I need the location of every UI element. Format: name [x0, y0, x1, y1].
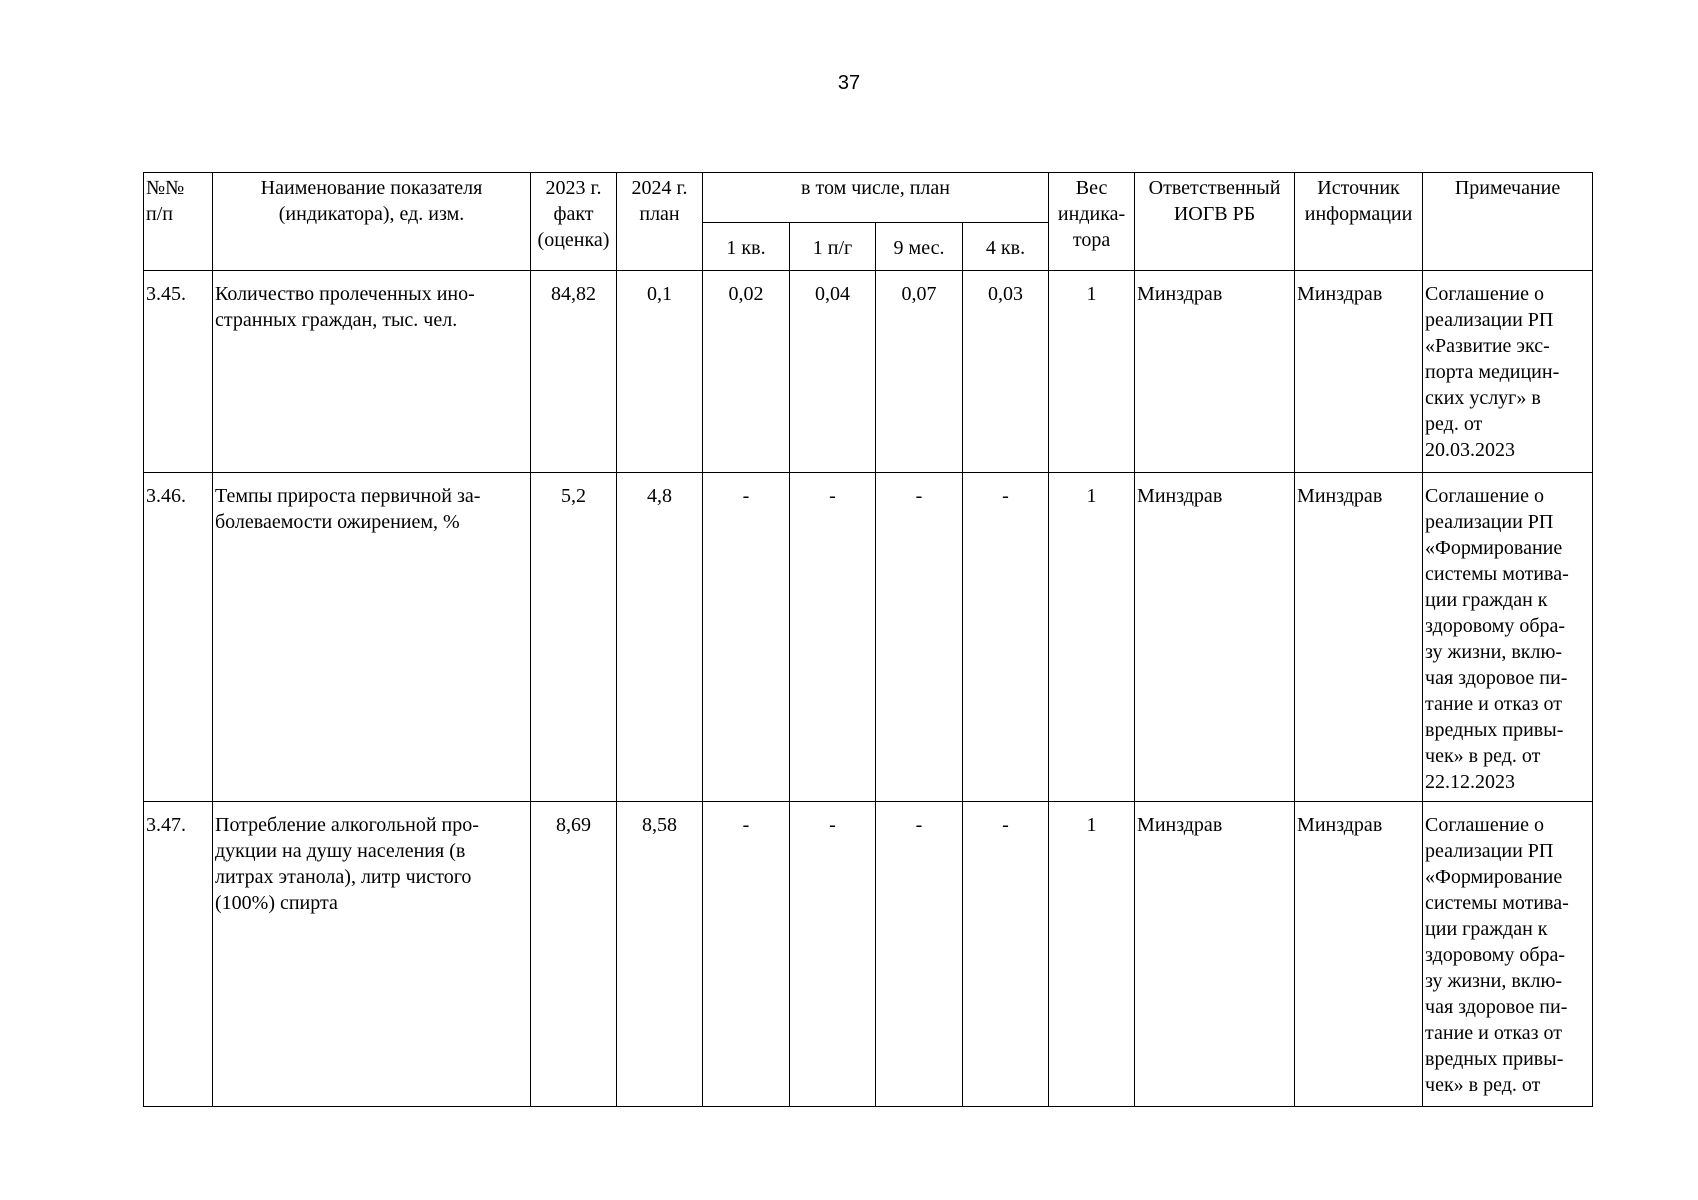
cell-weight: 1 — [1049, 271, 1135, 473]
header-q4: 4 кв. — [963, 223, 1049, 271]
cell-plan-2024: 0,1 — [617, 271, 703, 473]
cell-name: Темпы прироста первичной за- болеваемости ожирением, % — [213, 473, 531, 802]
header-including-plan: в том числе, план — [703, 173, 1049, 223]
header-weight: Вес индика- тора — [1049, 173, 1135, 271]
header-q1: 1 кв. — [703, 223, 790, 271]
table-row — [144, 271, 1593, 473]
header-source: Источник информации — [1295, 173, 1423, 271]
header-plan-2024: 2024 г. план — [617, 173, 703, 271]
page-number: 37 — [837, 72, 861, 94]
cell-q4: - — [963, 802, 1049, 1107]
cell-h1: 0,04 — [790, 271, 876, 473]
cell-fact-2023: 8,69 — [531, 802, 617, 1107]
cell-num: 3.47. — [144, 802, 213, 1107]
header-name: Наименование показателя (индикатора), ед. изм. — [213, 173, 531, 271]
header-note: Примечание — [1423, 173, 1593, 271]
header-9-months: 9 мес. — [876, 223, 963, 271]
header-h1: 1 п/г — [790, 223, 876, 271]
header-responsible: Ответственный ИОГВ РБ — [1135, 173, 1295, 271]
cell-responsible: Минздрав — [1135, 473, 1295, 802]
cell-h1: - — [790, 802, 876, 1107]
cell-num: 3.46. — [144, 473, 213, 802]
cell-q1: - — [703, 802, 790, 1107]
table-row — [144, 802, 1593, 1107]
table-header-row — [144, 173, 1593, 223]
cell-name: Потребление алкогольной про- дукции на душу населения (в литрах этанола), литр чистого (100%) спирта — [213, 802, 531, 1107]
cell-q1: - — [703, 473, 790, 802]
cell-note: Соглашение о реализации РП «Развитие экс- порта медицин- ских услуг» в ред. от 20.03.2023 — [1423, 271, 1593, 473]
cell-name: Количество пролеченных ино- странных граждан, тыс. чел. — [213, 271, 531, 473]
cell-plan-2024: 8,58 — [617, 802, 703, 1107]
cell-num: 3.45. — [144, 271, 213, 473]
cell-note: Соглашение о реализации РП «Формирование системы мотива- ции граждан к здоровому обра- зу жизни, вклю- чая здоровое пи- тание и отказ от вредных привы- чек» в ред. от — [1423, 802, 1593, 1107]
cell-responsible: Минздрав — [1135, 271, 1295, 473]
cell-source: Минздрав — [1295, 802, 1423, 1107]
cell-q4: - — [963, 473, 1049, 802]
cell-q1: 0,02 — [703, 271, 790, 473]
header-num: №№ п/п — [144, 173, 213, 271]
cell-h1: - — [790, 473, 876, 802]
header-fact-2023: 2023 г. факт (оценка) — [531, 173, 617, 271]
cell-9-months: 0,07 — [876, 271, 963, 473]
cell-9-months: - — [876, 473, 963, 802]
cell-source: Минздрав — [1295, 271, 1423, 473]
cell-q4: 0,03 — [963, 271, 1049, 473]
cell-responsible: Минздрав — [1135, 802, 1295, 1107]
table-row — [144, 473, 1593, 802]
cell-9-months: - — [876, 802, 963, 1107]
cell-fact-2023: 84,82 — [531, 271, 617, 473]
cell-fact-2023: 5,2 — [531, 473, 617, 802]
cell-note: Соглашение о реализации РП «Формирование системы мотива- ции граждан к здоровому обра- зу жизни, вклю- чая здоровое пи- тание и отказ от вредных привы- чек» в ред. от 22.12.2023 — [1423, 473, 1593, 802]
cell-source: Минздрав — [1295, 473, 1423, 802]
indicators-table — [143, 172, 1593, 1107]
cell-weight: 1 — [1049, 802, 1135, 1107]
cell-weight: 1 — [1049, 473, 1135, 802]
cell-plan-2024: 4,8 — [617, 473, 703, 802]
